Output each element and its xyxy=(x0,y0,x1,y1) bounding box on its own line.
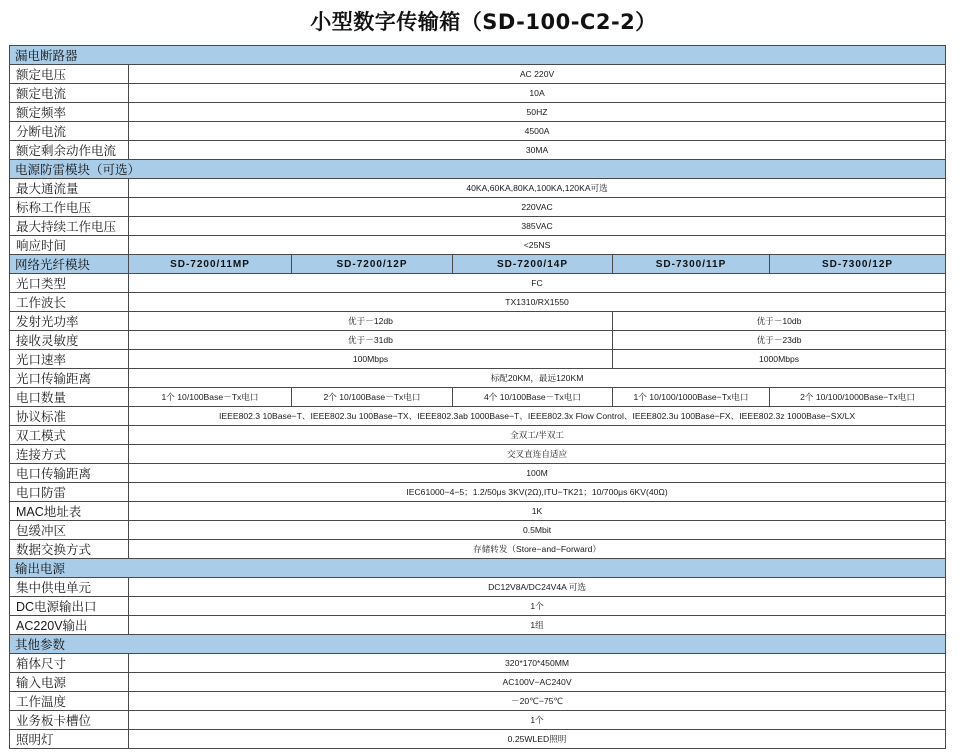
section-title: 漏电断路器 xyxy=(10,46,946,65)
row-value: 1个 10/100Base－Tx电口 xyxy=(129,388,292,407)
table-row xyxy=(10,350,946,369)
row-label: 电口数量 xyxy=(10,388,129,407)
table-row xyxy=(10,711,946,730)
table-row xyxy=(10,730,946,749)
row-value: 4个 10/100Base－Tx电口 xyxy=(453,388,613,407)
row-value: 全双工/半双工 xyxy=(129,426,946,445)
row-value: 存储转发（Store−and−Forward） xyxy=(129,540,946,559)
row-label: 光口传输距离 xyxy=(10,369,129,388)
table-row xyxy=(10,369,946,388)
row-label: 包缓冲区 xyxy=(10,521,129,540)
row-value: 220VAC xyxy=(129,198,946,217)
table-row xyxy=(10,122,946,141)
row-value: －20℃−75℃ xyxy=(129,692,946,711)
row-label: 照明灯 xyxy=(10,730,129,749)
row-label: 业务板卡槽位 xyxy=(10,711,129,730)
section-header-surge xyxy=(10,160,946,179)
row-value: IEC61000−4−5；1.2/50μs 3KV(2Ω),ITU−TK21；10/700μs 6KV(40Ω) xyxy=(129,483,946,502)
table-row xyxy=(10,198,946,217)
row-label: 接收灵敏度 xyxy=(10,331,129,350)
section-header-power xyxy=(10,559,946,578)
section-header-breaker xyxy=(10,46,946,65)
row-label: DC电源输出口 xyxy=(10,597,129,616)
row-value: 50HZ xyxy=(129,103,946,122)
model-header: SD-7300/12P xyxy=(770,255,946,274)
model-header: SD-7200/11MP xyxy=(129,255,292,274)
row-value: 2个 10/100Base－Tx电口 xyxy=(292,388,453,407)
table-row xyxy=(10,426,946,445)
row-value: 优于－23db xyxy=(613,331,946,350)
row-value: 1K xyxy=(129,502,946,521)
row-value: 优于－10db xyxy=(613,312,946,331)
row-value: 优于－31db xyxy=(129,331,613,350)
row-label: 工作温度 xyxy=(10,692,129,711)
section-title: 电源防雷模块（可选） xyxy=(10,160,946,179)
row-label: 额定电流 xyxy=(10,84,129,103)
row-value: FC xyxy=(129,274,946,293)
row-label: 双工模式 xyxy=(10,426,129,445)
row-label: 电口传输距离 xyxy=(10,464,129,483)
table-row xyxy=(10,179,946,198)
row-label: 电口防雷 xyxy=(10,483,129,502)
table-row xyxy=(10,407,946,426)
row-value: 320*170*450MM xyxy=(129,654,946,673)
table-row xyxy=(10,84,946,103)
table-row xyxy=(10,616,946,635)
row-value: 30MA xyxy=(129,141,946,160)
table-row xyxy=(10,331,946,350)
table-row xyxy=(10,540,946,559)
model-header: SD-7300/11P xyxy=(613,255,770,274)
row-label: 额定电压 xyxy=(10,65,129,84)
page-title: 小型数字传输箱（SD-100-C2-2） xyxy=(310,10,657,34)
table-row xyxy=(10,502,946,521)
row-value: DC12V8A/DC24V4A 可选 xyxy=(129,578,946,597)
row-value: 标配20KM，最远120KM xyxy=(129,369,946,388)
row-value: 40KA,60KA,80KA,100KA,120KA可选 xyxy=(129,179,946,198)
row-value: TX1310/RX1550 xyxy=(129,293,946,312)
row-value: 1个 xyxy=(129,597,946,616)
row-value: 2个 10/100/1000Base−Tx电口 xyxy=(770,388,946,407)
row-label: 连接方式 xyxy=(10,445,129,464)
table-row xyxy=(10,521,946,540)
table-row xyxy=(10,293,946,312)
table-row xyxy=(10,654,946,673)
row-label: 分断电流 xyxy=(10,122,129,141)
row-label: 光口速率 xyxy=(10,350,129,369)
spec-table-body xyxy=(10,46,946,749)
row-value: 0.5Mbit xyxy=(129,521,946,540)
row-label: 标称工作电压 xyxy=(10,198,129,217)
row-value: AC 220V xyxy=(129,65,946,84)
row-value: 1个 10/100/1000Base−Tx电口 xyxy=(613,388,770,407)
model-header: SD-7200/14P xyxy=(453,255,613,274)
section-header-other xyxy=(10,635,946,654)
section-header-fiber xyxy=(10,255,946,274)
row-value: 1个 xyxy=(129,711,946,730)
table-row xyxy=(10,103,946,122)
table-row xyxy=(10,388,946,407)
row-value: 4500A xyxy=(129,122,946,141)
row-label: 输入电源 xyxy=(10,673,129,692)
row-value: AC100V−AC240V xyxy=(129,673,946,692)
table-row xyxy=(10,274,946,293)
row-value: 100Mbps xyxy=(129,350,613,369)
table-row xyxy=(10,483,946,502)
row-label: AC220V输出 xyxy=(10,616,129,635)
table-row xyxy=(10,464,946,483)
section-title: 其他参数 xyxy=(10,635,946,654)
table-row xyxy=(10,445,946,464)
table-row xyxy=(10,673,946,692)
model-header: SD-7200/12P xyxy=(292,255,453,274)
row-value: 1组 xyxy=(129,616,946,635)
row-label: 响应时间 xyxy=(10,236,129,255)
row-value: <25NS xyxy=(129,236,946,255)
row-label: 数据交换方式 xyxy=(10,540,129,559)
table-row xyxy=(10,597,946,616)
row-label: 光口类型 xyxy=(10,274,129,293)
row-label: 协议标准 xyxy=(10,407,129,426)
table-row xyxy=(10,692,946,711)
table-row xyxy=(10,578,946,597)
row-label: 箱体尺寸 xyxy=(10,654,129,673)
row-label: 工作波长 xyxy=(10,293,129,312)
row-label: 最大通流量 xyxy=(10,179,129,198)
table-row xyxy=(10,217,946,236)
row-value: 1000Mbps xyxy=(613,350,946,369)
row-value: 交叉直连自适应 xyxy=(129,445,946,464)
table-row xyxy=(10,65,946,84)
row-label: 发射光功率 xyxy=(10,312,129,331)
row-value: IEEE802.3 10Base−T、IEEE802.3u 100Base−TX、IEEE802.3ab 1000Base−T、IEEE802.3x Flow Control、IEEE802.3u 100Base−FX、IEEE802.3z 1000Base−SX/LX xyxy=(129,407,946,426)
row-label: 集中供电单元 xyxy=(10,578,129,597)
row-value: 100M xyxy=(129,464,946,483)
section-title: 网络光纤模块 xyxy=(10,255,129,274)
row-label: 额定频率 xyxy=(10,103,129,122)
table-row xyxy=(10,312,946,331)
row-label: MAC地址表 xyxy=(10,502,129,521)
section-title: 输出电源 xyxy=(10,559,946,578)
table-row xyxy=(10,141,946,160)
row-value: 优于－12db xyxy=(129,312,613,331)
row-label: 最大持续工作电压 xyxy=(10,217,129,236)
row-value: 10A xyxy=(129,84,946,103)
table-row xyxy=(10,236,946,255)
row-value: 0.25WLED照明 xyxy=(129,730,946,749)
row-value: 385VAC xyxy=(129,217,946,236)
spec-table xyxy=(9,45,946,749)
row-label: 额定剩余动作电流 xyxy=(10,141,129,160)
